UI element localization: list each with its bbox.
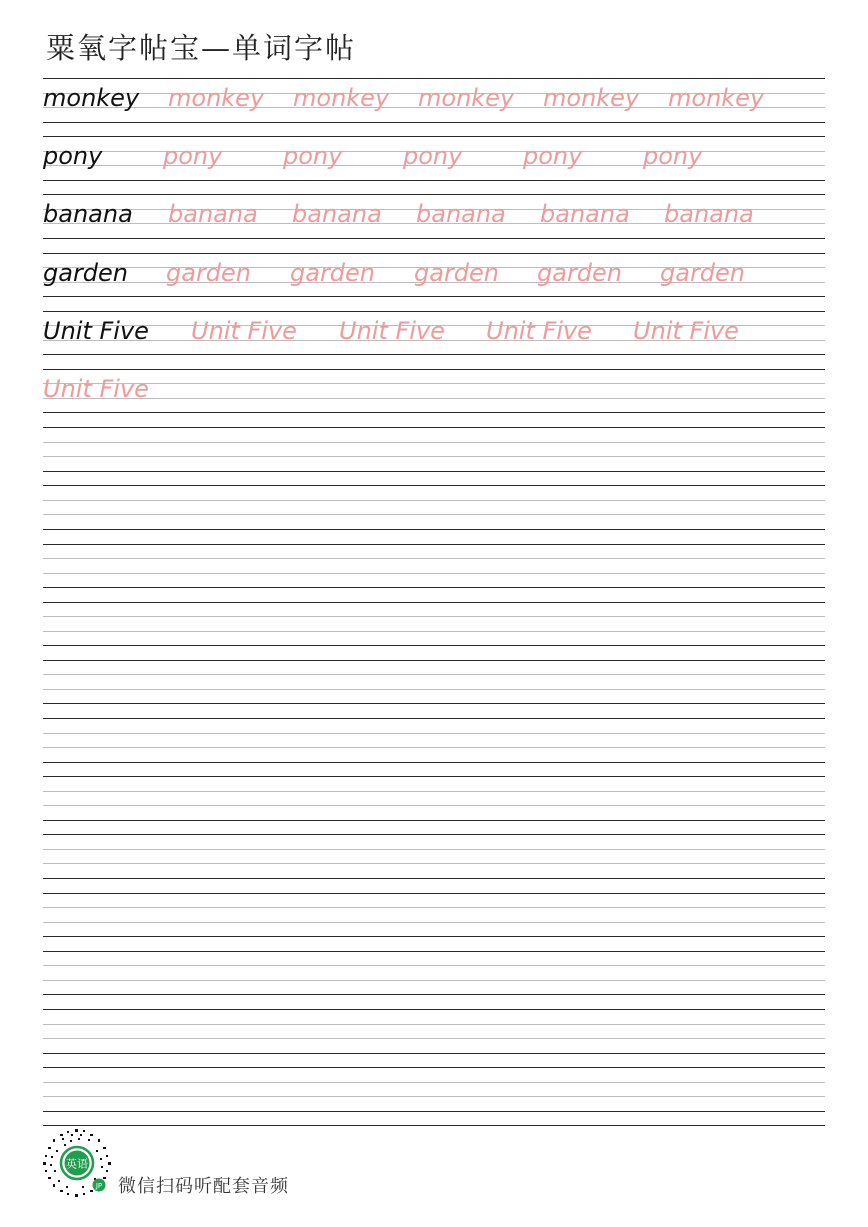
trace-word: banana bbox=[292, 200, 382, 229]
empty-row bbox=[43, 951, 825, 1009]
writing-sheet bbox=[43, 78, 825, 1126]
practice-row bbox=[43, 253, 825, 311]
trace-word: monkey bbox=[668, 84, 765, 112]
trace-word: garden bbox=[414, 258, 500, 287]
model-word: Unit Five bbox=[43, 316, 149, 345]
trace-word: Unit Five bbox=[339, 316, 445, 345]
trace-word: banana bbox=[168, 200, 258, 229]
audio-instruction-text: 微信扫码听配套音频 bbox=[118, 1176, 289, 1197]
model-word: pony bbox=[43, 142, 103, 171]
trace-word: monkey bbox=[543, 84, 640, 112]
trace-word: pony bbox=[163, 142, 223, 171]
trace-word: monkey bbox=[418, 84, 515, 112]
trace-word: monkey bbox=[168, 84, 265, 112]
trace-word: Unit Five bbox=[486, 316, 592, 345]
sheet-bottom-line bbox=[43, 1125, 825, 1126]
empty-row bbox=[43, 485, 825, 543]
model-word: banana bbox=[43, 200, 133, 229]
trace-word: Unit Five bbox=[191, 316, 297, 345]
empty-row bbox=[43, 1067, 825, 1125]
qr-code-icon[interactable] bbox=[42, 1128, 112, 1198]
trace-word: pony bbox=[523, 142, 583, 171]
practice-row bbox=[43, 311, 825, 369]
trace-word: pony bbox=[283, 142, 343, 171]
empty-row bbox=[43, 1009, 825, 1067]
empty-row bbox=[43, 544, 825, 602]
empty-row bbox=[43, 660, 825, 718]
page-title: 粟氧字帖宝—单词字帖 bbox=[46, 31, 357, 65]
practice-row bbox=[43, 136, 825, 194]
trace-word: banana bbox=[416, 200, 506, 229]
trace-word: banana bbox=[664, 200, 754, 229]
model-word: garden bbox=[43, 258, 129, 287]
trace-word: garden bbox=[537, 258, 623, 287]
trace-word: garden bbox=[166, 258, 252, 287]
trace-word: garden bbox=[290, 258, 376, 287]
practice-row bbox=[43, 78, 825, 136]
empty-row bbox=[43, 427, 825, 485]
empty-row bbox=[43, 893, 825, 951]
empty-row bbox=[43, 718, 825, 776]
empty-row bbox=[43, 834, 825, 892]
empty-row bbox=[43, 776, 825, 834]
trace-word: garden bbox=[660, 258, 746, 287]
qr-label: 英语 bbox=[66, 1157, 88, 1171]
trace-word: pony bbox=[643, 142, 703, 171]
trace-word: Unit Five bbox=[43, 374, 149, 403]
trace-word: Unit Five bbox=[633, 316, 739, 345]
qr-badge: JP bbox=[95, 1182, 103, 1190]
trace-word: monkey bbox=[293, 84, 390, 112]
trace-word: banana bbox=[540, 200, 630, 229]
practice-row bbox=[43, 369, 825, 427]
practice-row bbox=[43, 194, 825, 252]
trace-word: pony bbox=[403, 142, 463, 171]
model-word: monkey bbox=[43, 84, 140, 112]
empty-row bbox=[43, 602, 825, 660]
